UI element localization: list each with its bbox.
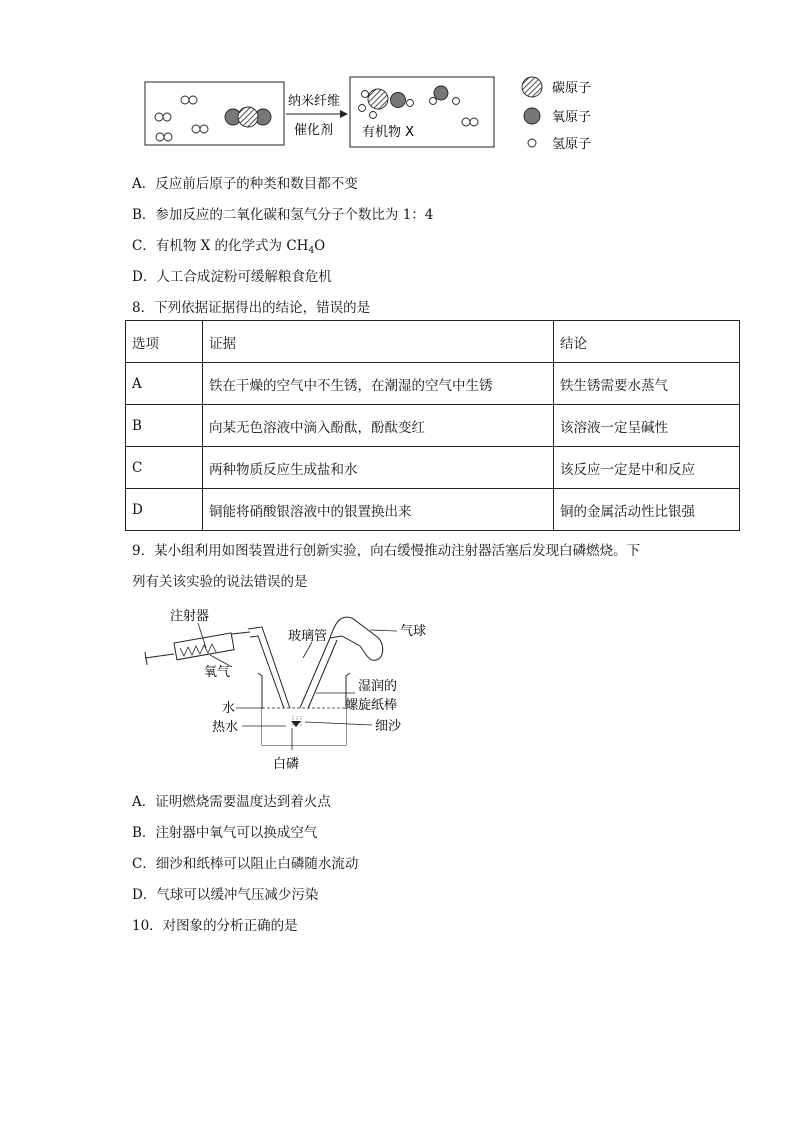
carbon-legend-swatch <box>522 77 542 97</box>
q7-option-c-text: C．有机物 X 的化学式为 <box>132 238 287 254</box>
hydrogen-legend-swatch <box>528 139 536 147</box>
legend-hydrogen: 氢原子 <box>552 137 592 152</box>
row-conclusion: 该溶液一定呈碱性 <box>554 405 740 447</box>
label-balloon: 气球 <box>400 624 427 639</box>
hydrogen-molecules <box>155 96 208 141</box>
row-evidence: 向某无色溶液中滴入酚酞，酚酞变红 <box>203 405 554 447</box>
label-oxygen: 氧气 <box>204 665 231 680</box>
label-spiral-stick: 螺旋纸棒 <box>345 698 398 713</box>
table-row <box>126 405 740 447</box>
q7-option-c <box>132 234 325 256</box>
syringe <box>145 632 250 665</box>
row-evidence: 铁在干燥的空气中不生锈，在潮湿的空气中生锈 <box>203 363 554 405</box>
experiment-apparatus <box>140 598 460 776</box>
row-evidence: 铜能将硝酸银溶液中的银置换出来 <box>203 489 554 531</box>
row-conclusion: 铁生锈需要水蒸气 <box>554 363 740 405</box>
row-option: B <box>126 405 203 447</box>
table-row <box>126 363 740 405</box>
label-glass-tube: 玻璃管 <box>288 629 328 644</box>
row-conclusion: 该反应一定是中和反应 <box>554 447 740 489</box>
label-hot-water: 热水 <box>212 720 239 735</box>
q10-stem: 10．对图象的分析正确的是 <box>132 918 298 934</box>
q9-option-a: A．证明燃烧需要温度达到着火点 <box>132 794 331 810</box>
header-evidence: 证据 <box>203 321 554 363</box>
formula-o: O <box>314 238 326 254</box>
q9-option-b: B．注射器中氧气可以换成空气 <box>132 825 318 841</box>
row-evidence: 两种物质反应生成盐和水 <box>203 447 554 489</box>
hot-water <box>262 708 346 745</box>
water-molecule <box>430 86 460 105</box>
legend <box>522 77 542 147</box>
q7-option-b: B．参加反应的二氧化碳和氢气分子个数比为 1：4 <box>132 207 434 223</box>
row-conclusion: 铜的金属活动性比银强 <box>554 489 740 531</box>
reaction-diagram <box>140 70 610 160</box>
label-wet: 湿润的 <box>358 679 398 694</box>
q7-option-d: D．人工合成淀粉可缓解粮食危机 <box>132 269 332 285</box>
label-syringe: 注射器 <box>170 609 210 624</box>
q9-option-d: D．气球可以缓冲气压减少污染 <box>132 887 319 903</box>
legend-oxygen: 氧原子 <box>552 110 592 125</box>
row-option: A <box>126 363 203 405</box>
formula-subscript: 4 <box>308 246 315 256</box>
balloon <box>330 617 383 660</box>
leftover-hydrogen <box>462 118 478 126</box>
formula-ch: CH <box>286 238 309 254</box>
table-row <box>126 447 740 489</box>
header-option: 选项 <box>126 321 203 363</box>
label-water: 水 <box>222 701 236 716</box>
label-sand: 细沙 <box>375 719 402 734</box>
arrow-top-label: 纳米纤维 <box>288 94 341 109</box>
table-row <box>126 489 740 531</box>
table-header-row <box>126 321 740 363</box>
product-molecule-x <box>359 89 414 119</box>
product-label: 有机物 X <box>362 125 415 140</box>
arrow-bottom-label: 催化剂 <box>294 123 334 138</box>
q9-stem-line2: 列有关该实验的说法错误的是 <box>132 574 308 590</box>
q7-option-a: A．反应前后原子的种类和数目都不变 <box>132 176 358 192</box>
oxygen-legend-swatch <box>524 108 540 124</box>
label-white-phosphorus: 白磷 <box>273 757 300 772</box>
header-conclusion: 结论 <box>554 321 740 363</box>
q9-option-c: C．细沙和纸棒可以阻止白磷随水流动 <box>132 856 359 872</box>
q8-stem: 8．下列依据证据得出的结论，错误的是 <box>132 300 371 316</box>
co2-molecule <box>225 107 271 127</box>
legend-carbon: 碳原子 <box>552 81 592 96</box>
q9-stem-line1: 9．某小组利用如图装置进行创新实验，向右缓慢推动注射器活塞后发现白磷燃烧。下 <box>132 543 641 559</box>
row-option: C <box>126 447 203 489</box>
row-option: D <box>126 489 203 531</box>
q8-table <box>125 320 740 531</box>
